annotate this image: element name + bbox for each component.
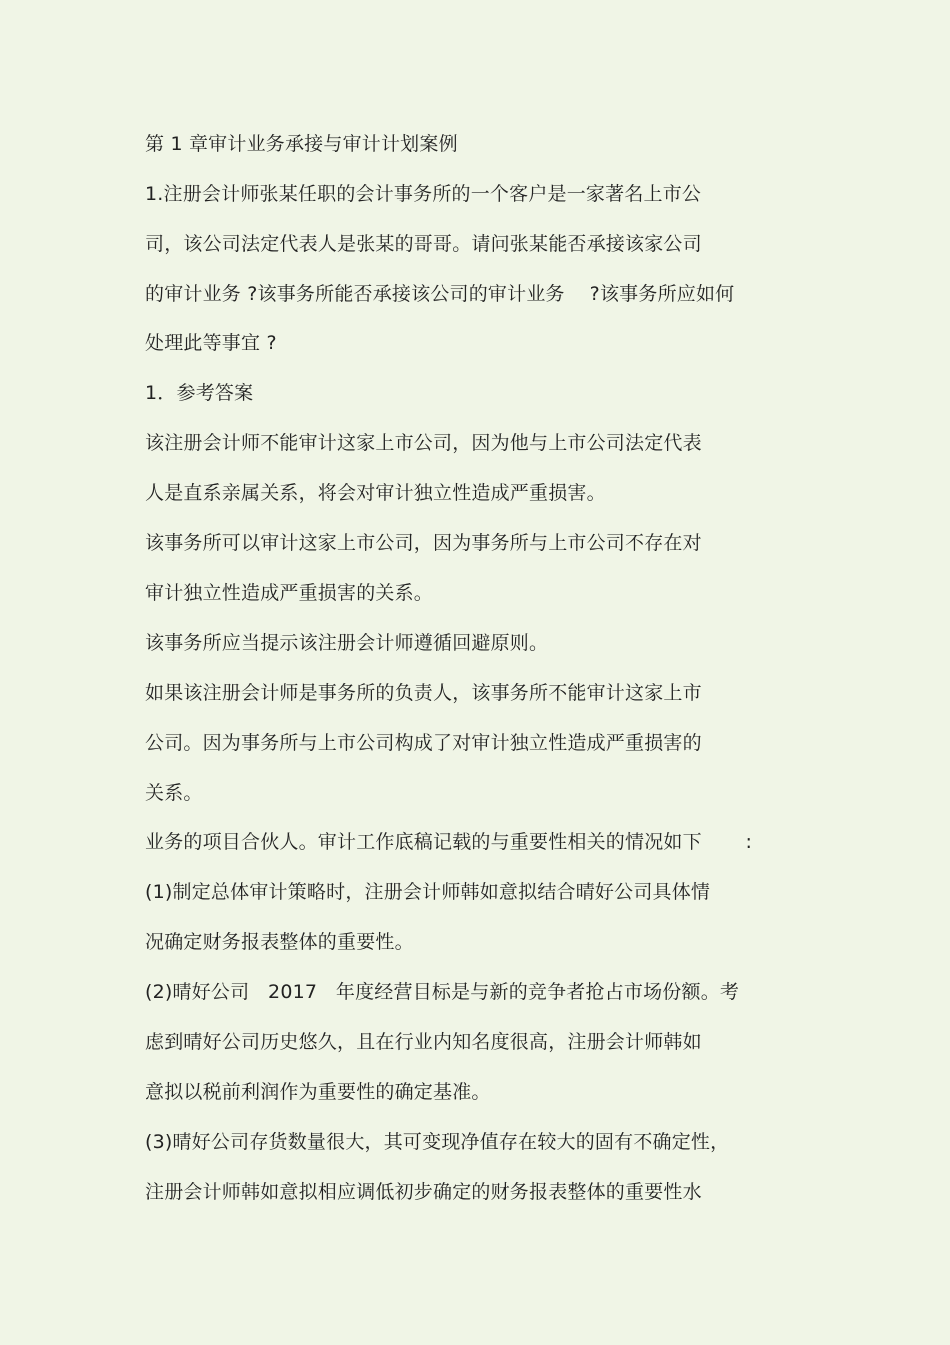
text-line: 审计独立性造成严重损害的关系。 — [145, 582, 434, 604]
text-line: 1．参考答案 — [145, 382, 254, 404]
text-line: 该事务所可以审计这家上市公司，因为事务所与上市公司不存在对 — [145, 532, 702, 554]
text-line: (1)制定总体审计策略时，注册会计师韩如意拟结合晴好公司具体情 — [145, 881, 711, 903]
text-line: 意拟以税前利润作为重要性的确定基准。 — [145, 1081, 491, 1103]
text-line: 公司。因为事务所与上市公司构成了对审计独立性造成严重损害的 — [145, 732, 702, 754]
text-line: 的审计业务 ?该事务所能否承接该公司的审计业务 ?该事务所应如何 — [145, 283, 735, 305]
text-line: 1.注册会计师张某任职的会计事务所的一个客户是一家著名上市公 — [145, 183, 702, 205]
text-line: 该事务所应当提示该注册会计师遵循回避原则。 — [145, 632, 549, 654]
text-line: 处理此等事宜 ? — [145, 332, 277, 354]
text-line: 注册会计师韩如意拟相应调低初步确定的财务报表整体的重要性水 — [145, 1181, 702, 1203]
text-line: 虑到晴好公司历史悠久，且在行业内知名度很高，注册会计师韩如 — [145, 1031, 702, 1053]
text-line: 司，该公司法定代表人是张某的哥哥。请问张某能否承接该家公司 — [145, 233, 702, 255]
text-line: 该注册会计师不能审计这家上市公司，因为他与上市公司法定代表 — [145, 432, 702, 454]
text-line: 况确定财务报表整体的重要性。 — [145, 931, 414, 953]
text-line: 业务的项目合伙人。审计工作底稿记载的与重要性相关的情况如下 : — [145, 831, 753, 853]
chapter-title: 第 1 章审计业务承接与审计计划案例 — [145, 133, 458, 155]
text-line: (3)晴好公司存货数量很大，其可变现净值存在较大的固有不确定性， — [145, 1131, 730, 1153]
text-line: (2)晴好公司 2017 年度经营目标是与新的竞争者抢占市场份额。考 — [145, 981, 740, 1003]
text-line: 如果该注册会计师是事务所的负责人，该事务所不能审计这家上市 — [145, 682, 702, 704]
text-line: 人是直系亲属关系，将会对审计独立性造成严重损害。 — [145, 482, 606, 504]
text-line: 关系。 — [145, 782, 203, 804]
